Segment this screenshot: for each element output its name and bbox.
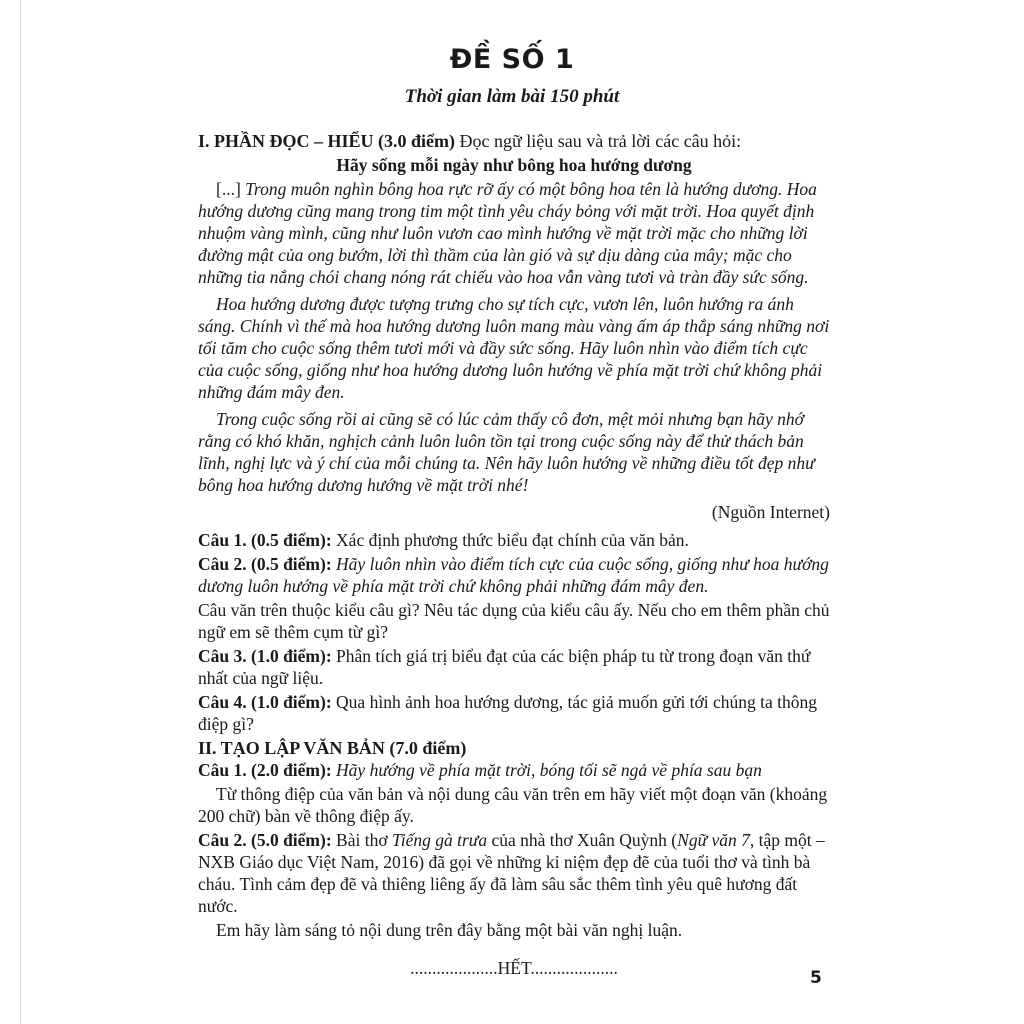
question-3-text: Phân tích giá trị biểu đạt của các biện pháp tu từ trong đoạn văn thứ nhất của ngữ liệu.	[198, 646, 811, 688]
passage-paragraph-3: Trong cuộc sống rồi ai cũng sẽ có lúc cảm thấy cô đơn, mệt mỏi nhưng bạn hãy nhớ rằng có khó khăn, nghịch cảnh luôn luôn tồn tại trong cuộc sống này để thử thách bản lĩnh, nghị lực và ý chí của mỗi chúng ta. Nên hãy luôn hướng về những điều tốt đẹp như bông hoa hướng dương hướng về mặt trời nhé!	[198, 409, 815, 495]
question-4-label: Câu 4. (1.0 điểm):	[198, 692, 332, 712]
section-2-heading: II. TẠO LẬP VĂN BẢN (7.0 điểm)	[198, 738, 467, 758]
passage-paragraph-1	[198, 178, 830, 288]
writing-task-1-quote: Hãy hướng về phía mặt trời, bóng tối sẽ ngả về phía sau bạn	[331, 760, 762, 780]
writing-task-2-label: Câu 2. (5.0 điểm):	[198, 830, 332, 850]
question-2	[198, 553, 830, 597]
section-1-instruction: Đọc ngữ liệu sau và trả lời các câu hỏi:	[455, 131, 742, 151]
passage-paragraph-2: Hoa hướng dương được tượng trưng cho sự tích cực, vươn lên, luôn hướng ra ánh sáng. Chính vì thế mà hoa hướng dương luôn mang màu vàng ấm áp thắp sáng những nơi tối tăm cho cuộc sống thêm tươi mới và đầy sức sống. Hãy luôn nhìn vào điểm tích cực của cuộc sống, giống như hoa hướng dương luôn hướng về phía mặt trời chứ không phải những đám mây đen.	[198, 294, 830, 402]
question-3-label: Câu 3. (1.0 điểm):	[198, 646, 332, 666]
page-edge-line	[20, 0, 21, 1024]
writing-task-2-prompt: Em hãy làm sáng tỏ nội dung trên đây bằng một bài văn nghị luận.	[216, 920, 683, 940]
question-3	[198, 645, 830, 689]
writing-task-1-label: Câu 1. (2.0 điểm):	[198, 760, 332, 780]
exam-duration: Thời gian làm bài 150 phút	[404, 86, 620, 107]
writing-task-2-text-a: Bài thơ	[331, 830, 392, 850]
section-1-heading	[198, 130, 830, 152]
question-1	[198, 529, 830, 551]
writing-task-1-prompt: Từ thông điệp của văn bản và nội dung câu văn trên em hãy viết một đoạn văn (khoảng 200 chữ) bàn về thông điệp ấy.	[198, 784, 828, 826]
page-number: 5	[810, 968, 822, 988]
question-4-text: Qua hình ảnh hoa hướng dương, tác giả muốn gửi tới chúng ta thông điệp gì?	[198, 692, 818, 734]
writing-task-2-text-b: của nhà thơ Xuân Quỳnh (	[487, 830, 678, 850]
writing-task-1	[198, 759, 830, 781]
question-4	[198, 691, 830, 735]
writing-task-2-text-c: , tập một – NXB Giáo dục Việt Nam, 2016) đã gọi về những kỉ niệm đẹp đẽ của tuổi thơ và tình bà cháu. Tình cảm đẹp đẽ và thiêng liêng ấy đã làm sâu sắc thêm tình yêu quê hương đất nước.	[198, 830, 825, 916]
question-1-label: Câu 1. (0.5 điểm):	[198, 530, 332, 550]
passage-source: (Nguồn Internet)	[711, 502, 830, 522]
passage-title: Hãy sống mỗi ngày như bông hoa hướng dương	[336, 155, 692, 175]
end-marker: ....................HẾT....................	[410, 958, 618, 978]
writing-task-2	[198, 829, 830, 917]
poem-title: Tiếng gà trưa	[391, 830, 488, 850]
textbook-title: Ngữ văn 7	[677, 830, 750, 850]
section-1-title: I. PHẦN ĐỌC – HIỂU (3.0 điểm)	[198, 131, 455, 151]
question-1-text: Xác định phương thức biểu đạt chính của văn bản.	[331, 530, 689, 550]
exam-content	[198, 130, 830, 979]
question-2-label: Câu 2. (0.5 điểm):	[198, 554, 332, 574]
question-2-quote: Hãy luôn nhìn vào điểm tích cực của cuộc sống, giống như hoa hướng dương luôn hướng về phía mặt trời chứ không phải những đám mây đen.	[198, 554, 829, 596]
ellipsis-marker: [...]	[216, 179, 246, 199]
exam-title: ĐỀ SỐ 1	[449, 44, 575, 75]
passage-paragraph-1-text: Trong muôn nghìn bông hoa rực rỡ ấy có một bông hoa tên là hướng dương. Hoa hướng dương cũng mang trong tim một tình yêu cháy bỏng với mặt trời. Hoa quyết định nhuộm vàng mình, cũng như luôn vươn cao mình hướng về mặt trời mặc cho những lời đường mật của ong bướm, lời thì thầm của làn gió và sự dịu dàng của mây; mặc cho những tia nắng chói chang nóng rát chiếu vào hoa vẫn vàng tươi và tràn đầy sức sống.	[198, 179, 817, 287]
question-2-prompt: Câu văn trên thuộc kiểu câu gì? Nêu tác dụng của kiểu câu ấy. Nếu cho em thêm phần chủ ngữ em sẽ thêm cụm từ gì?	[198, 600, 830, 642]
